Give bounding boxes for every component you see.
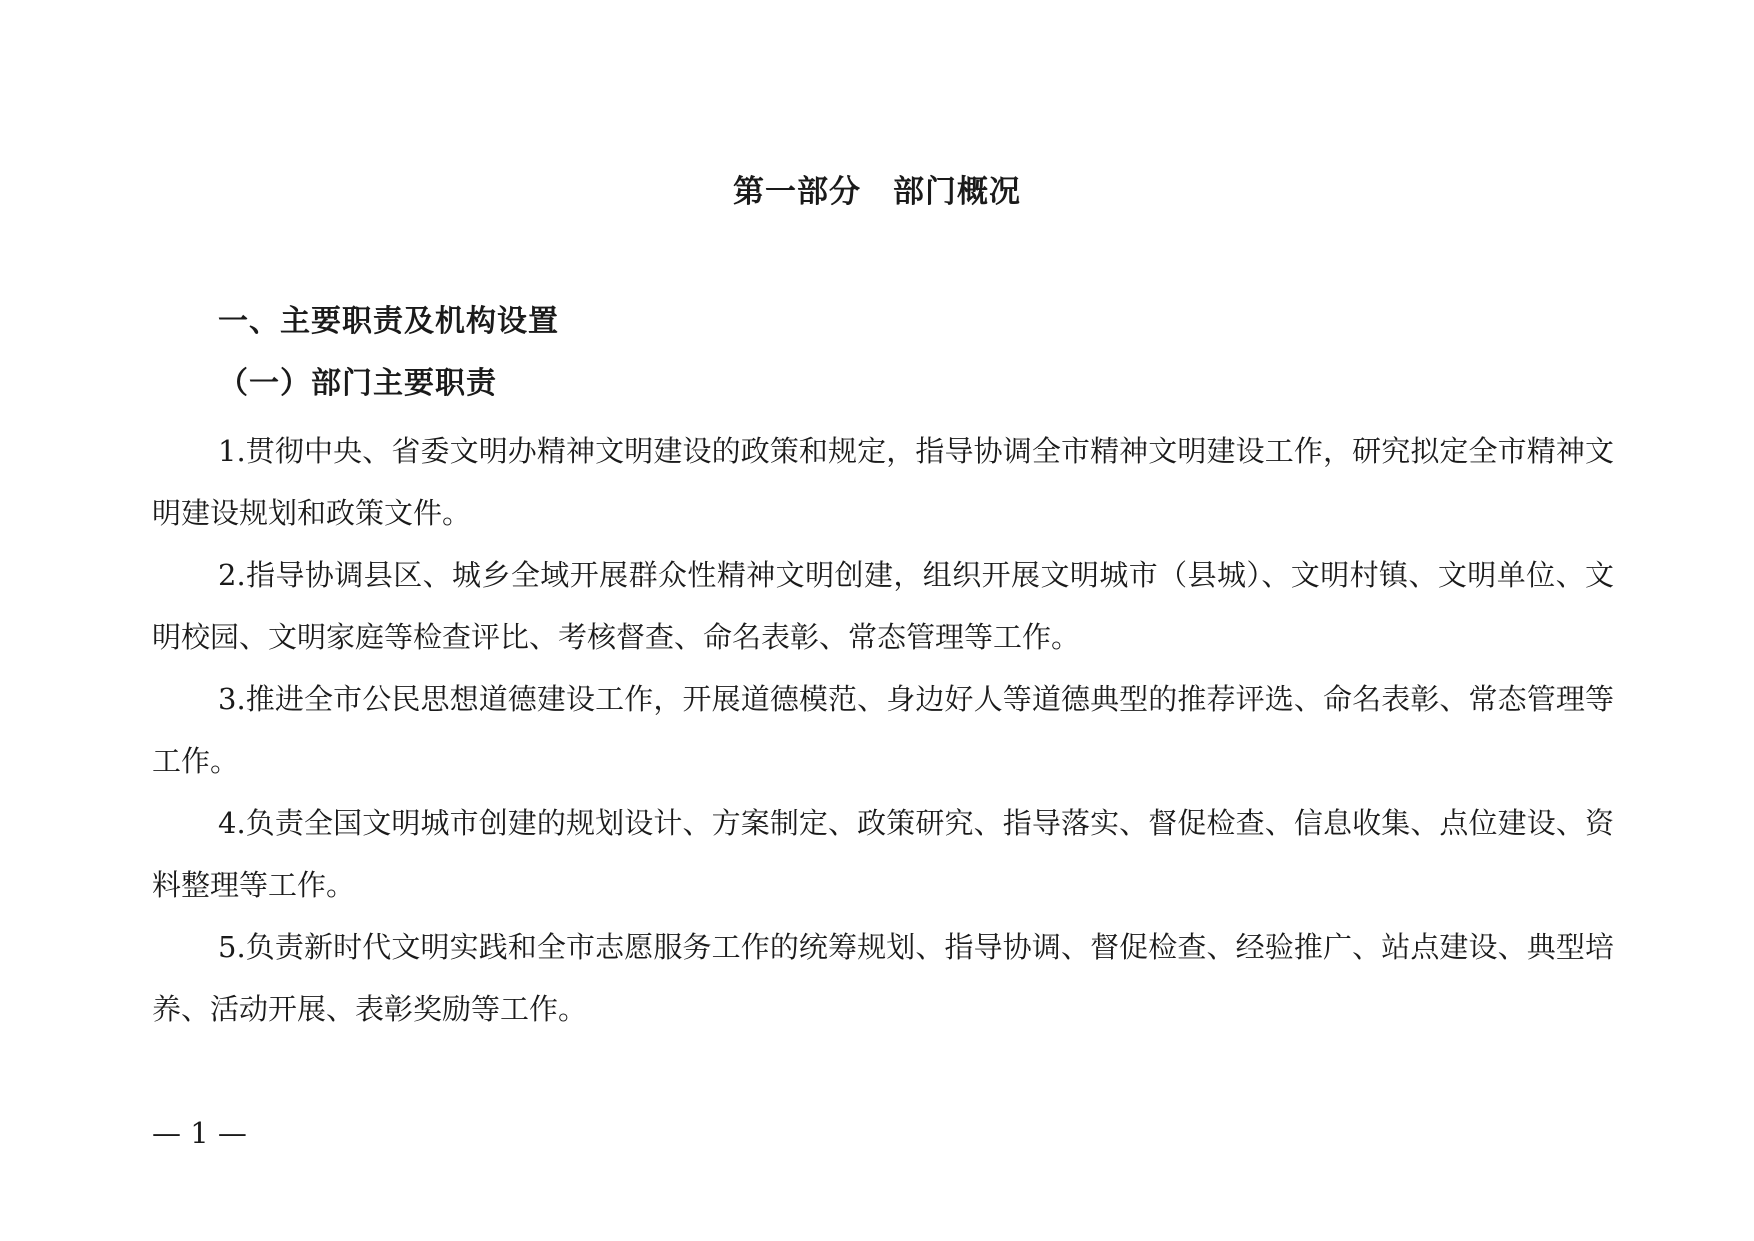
duty-item: 2.指导协调县区、城乡全域开展群众性精神文明创建，组织开展文明城市（县城）、文明村镇、文明单位、文明校园、文明家庭等检查评比、考核督查、命名表彰、常态管理等工作。 bbox=[152, 558, 1614, 654]
duty-item: 4.负责全国文明城市创建的规划设计、方案制定、政策研究、指导落实、督促检查、信息收集、点位建设、资料整理等工作。 bbox=[152, 806, 1614, 902]
page-number: — 1 — bbox=[152, 1116, 247, 1150]
duty-item: 3.推进全市公民思想道德建设工作，开展道德模范、身边好人等道德典型的推荐评选、命名表彰、常态管理等工作。 bbox=[152, 682, 1614, 778]
duty-item: 1.贯彻中央、省委文明办精神文明建设的政策和规定，指导协调全市精神文明建设工作，研究拟定全市精神文明建设规划和政策文件。 bbox=[152, 434, 1614, 530]
duty-item: 5.负责新时代文明实践和全市志愿服务工作的统筹规划、指导协调、督促检查、经验推广、站点建设、典型培养、活动开展、表彰奖励等工作。 bbox=[152, 930, 1614, 1026]
part-title: 第一部分 部门概况 bbox=[733, 174, 1021, 210]
section-heading: 一、主要职责及机构设置 bbox=[218, 304, 559, 339]
sub-heading: （一）部门主要职责 bbox=[218, 366, 497, 401]
duties-list bbox=[152, 420, 1614, 1040]
